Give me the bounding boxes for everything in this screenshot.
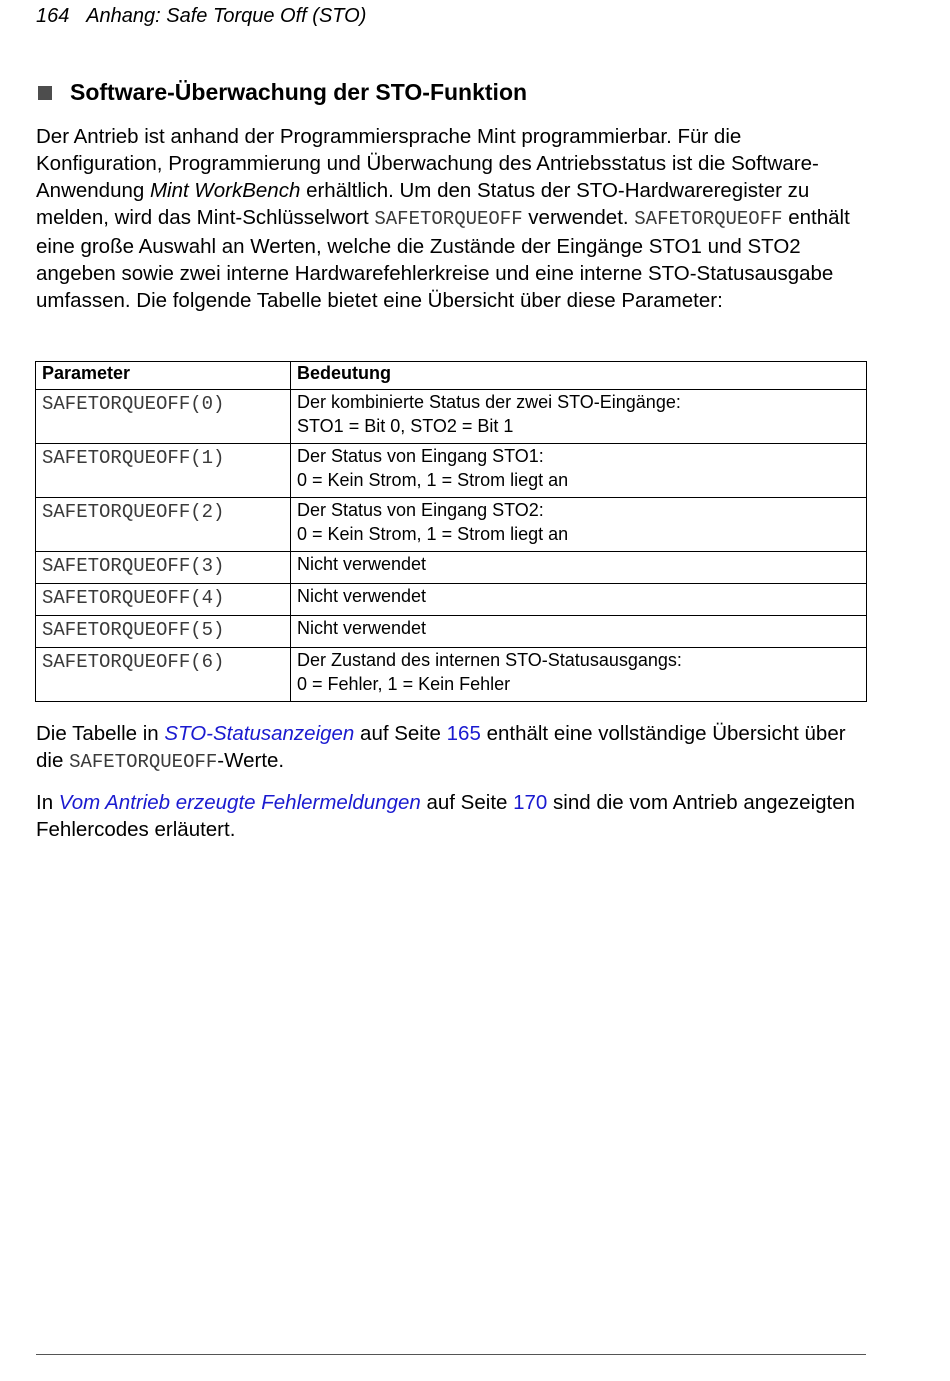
para-text: auf Seite [354, 722, 447, 745]
table-row [36, 390, 867, 444]
param-cell: SAFETORQUEOFF(6) [36, 648, 291, 702]
meaning-line: Der kombinierte Status der zwei STO-Eingänge: [297, 392, 681, 412]
para-text: auf Seite [420, 791, 514, 814]
section-heading [38, 79, 527, 106]
software-name: Mint WorkBench [149, 179, 301, 202]
error-reference-paragraph [36, 789, 871, 843]
meaning-line: Nicht verwendet [297, 618, 427, 638]
meaning-line: 0 = Kein Strom, 1 = Strom liegt an [297, 470, 569, 490]
page-165-link[interactable]: 165 [446, 722, 481, 745]
section-heading-text: Software-Überwachung der STO-Funktion [70, 79, 528, 105]
page-number: 164 [36, 5, 70, 27]
meaning-line: 0 = Fehler, 1 = Kein Fehler [297, 674, 511, 694]
meaning-cell [291, 390, 867, 444]
meaning-line: STO1 = Bit 0, STO2 = Bit 1 [297, 416, 514, 436]
parameter-table [35, 361, 867, 702]
param-cell: SAFETORQUEOFF(3) [36, 552, 291, 584]
table-row [36, 648, 867, 702]
meaning-cell [291, 616, 867, 648]
meaning-line: Der Zustand des internen STO-Statusausgangs: [297, 650, 682, 670]
para-text: Die Tabelle in [36, 722, 165, 745]
param-cell: SAFETORQUEOFF(0) [36, 390, 291, 444]
meaning-cell [291, 648, 867, 702]
intro-text-5: verwendet. [522, 206, 635, 229]
keyword-code: SAFETORQUEOFF [374, 208, 523, 230]
table-row [36, 444, 867, 498]
table-row [36, 498, 867, 552]
footer-divider [36, 1354, 866, 1355]
meaning-cell [291, 498, 867, 552]
page-170-link[interactable]: 170 [513, 791, 548, 814]
table-row [36, 616, 867, 648]
meaning-line: Nicht verwendet [297, 586, 427, 606]
intro-paragraph [36, 123, 871, 314]
header-title: Anhang: Safe Torque Off (STO) [86, 5, 367, 27]
meaning-line: Nicht verwendet [297, 554, 427, 574]
meaning-line: Der Status von Eingang STO2: [297, 500, 544, 520]
intro-text-7: enthält eine große Auswahl an Werten, welche die Zustände der Eingänge STO1 und STO2 angeben sowie zwei interne Hardwarefehlerkreise und eine interne STO-Statusausgabe umfassen. Die folgende Tabelle bietet eine Übersicht über diese Parameter: [36, 206, 850, 312]
sto-status-link[interactable]: STO-Statusanzeigen [164, 722, 355, 745]
column-header-parameter: Parameter [36, 362, 291, 390]
intro-text-1: Der Antrieb ist anhand der Programmiersprache Mint programmierbar. Für die Konfiguration, Programmierung und Überwachung des Antriebsstatus ist die Software-Anwendung [36, 125, 819, 202]
param-cell: SAFETORQUEOFF(1) [36, 444, 291, 498]
meaning-line: 0 = Kein Strom, 1 = Strom liegt an [297, 524, 569, 544]
para-text: enthält eine vollständige Übersicht über die [36, 722, 846, 772]
reference-paragraph [36, 720, 871, 776]
keyword-code: SAFETORQUEOFF [69, 751, 218, 773]
column-header-meaning: Bedeutung [291, 362, 867, 390]
para-text: sind die vom Antrieb angezeigten Fehlercodes erläutert. [36, 791, 856, 841]
meaning-cell [291, 584, 867, 616]
table-row [36, 552, 867, 584]
table-header-row [36, 362, 867, 390]
keyword-code: SAFETORQUEOFF [634, 208, 783, 230]
param-cell: SAFETORQUEOFF(2) [36, 498, 291, 552]
param-cell: SAFETORQUEOFF(4) [36, 584, 291, 616]
error-messages-link[interactable]: Vom Antrieb erzeugte Fehlermeldungen [58, 791, 421, 814]
meaning-line: Der Status von Eingang STO1: [297, 446, 544, 466]
intro-text-3: erhältlich. Um den Status der STO-Hardwareregister zu melden, wird das Mint-Schlüsselwort [36, 179, 810, 229]
page-header [36, 5, 366, 28]
meaning-cell [291, 552, 867, 584]
para-text: -Werte. [217, 749, 285, 772]
param-cell: SAFETORQUEOFF(5) [36, 616, 291, 648]
meaning-cell [291, 444, 867, 498]
square-bullet-icon [38, 86, 52, 100]
table-row [36, 584, 867, 616]
para-text: In [36, 791, 59, 814]
